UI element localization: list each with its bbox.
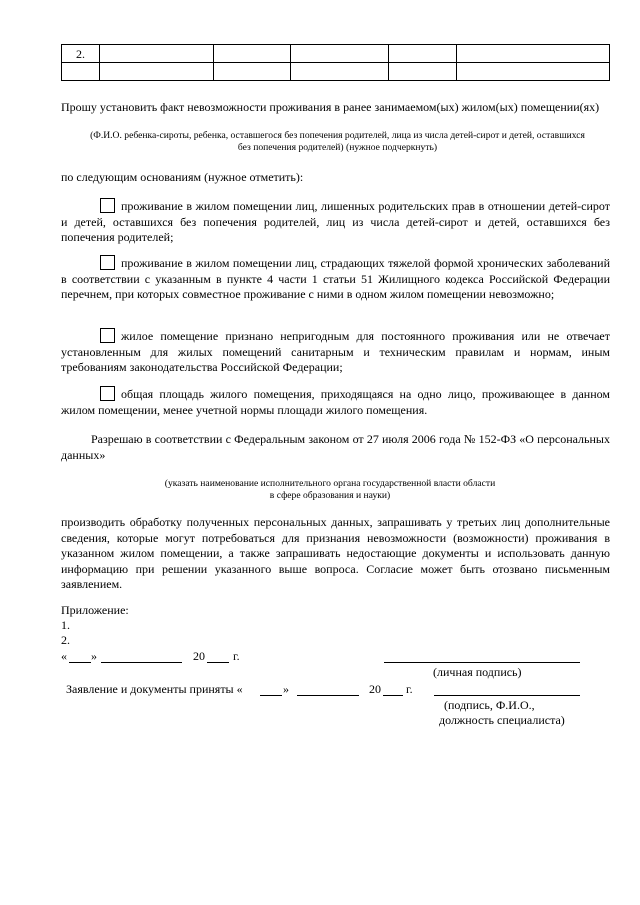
table-cell[interactable] xyxy=(457,63,610,81)
specialist-label-1: (подпись, Ф.И.О., xyxy=(444,698,535,712)
table-cell[interactable] xyxy=(291,63,389,81)
table-cell[interactable] xyxy=(291,45,389,63)
date-month-field[interactable] xyxy=(101,662,182,663)
date-quote-open: « xyxy=(61,649,67,663)
personal-signature-label: (личная подпись) xyxy=(433,665,522,679)
accepted-year-prefix: 20 xyxy=(369,682,381,696)
applicant-table xyxy=(61,44,610,81)
date-day-field[interactable] xyxy=(69,662,91,663)
consent-intro: Разрешаю в соответствии с Федеральным законом от 27 июля 2006 года № 152-ФЗ «О персональных данных» xyxy=(61,432,610,462)
row-number-cell: 2. xyxy=(62,45,100,63)
accepted-year-field[interactable] xyxy=(383,695,403,696)
table-cell[interactable] xyxy=(389,63,457,81)
specialist-signature-field[interactable] xyxy=(434,695,580,696)
authority-hint-1: (указать наименование исполнительного органа государственной власти области xyxy=(164,478,496,489)
authority-hint-2: в сфере образования и науки) xyxy=(269,490,391,501)
date-year-field[interactable] xyxy=(207,662,229,663)
accepted-day-field[interactable] xyxy=(260,695,282,696)
table-cell[interactable] xyxy=(214,63,291,81)
accepted-label: Заявление и документы приняты « xyxy=(66,682,243,696)
table-cell[interactable] xyxy=(100,45,214,63)
consent-body: производить обработку полученных персональных данных, запрашивать у третьих лиц дополнительные сведения, которые могут потребоваться для признания невозможности (возможности) проживания в указанном жилом помещении, а также запрашивать недостающие документы и использовать данную информацию при решении указанного выше вопроса. Согласие может быть отозвано письменным заявлением. xyxy=(61,515,610,591)
personal-signature-field[interactable] xyxy=(384,662,580,663)
accepted-month-field[interactable] xyxy=(297,695,359,696)
table-cell[interactable] xyxy=(389,45,457,63)
date-quote-close: » xyxy=(91,649,97,663)
request-hint: (Ф.И.О. ребенка-сироты, ребенка, оставшегося без попечения родителей, лица из числа детей-сирот и детей, оставшихся без попечения родителей) (нужное подчеркнуть) xyxy=(90,130,585,153)
attachment-item-1: 1. xyxy=(61,618,70,632)
accepted-quote-close: » xyxy=(283,682,289,696)
attachment-item-2: 2. xyxy=(61,633,70,647)
option-text-4: общая площадь жилого помещения, приходящаяся на одно лицо, проживающее в данном жилом помещении, менее учетной нормы площади жилого помещения. xyxy=(61,387,610,417)
option-text-3: жилое помещение признано непригодным для постоянного проживания или не отвечает установленным для жилых помещений санитарным и техническим правилам и нормам, иным требованиям законодательства Российской Федерации; xyxy=(61,329,610,374)
accepted-year-suffix: г. xyxy=(406,682,413,696)
option-text-2: проживание в жилом помещении лиц, страдающих тяжелой формой хронических заболеваний в соответствии с указанным в пункте 4 части 1 статьи 51 Жилищного кодекса Российской Федерации перечнем, при которых совместное проживание с ними в одном жилом помещении невозможно; xyxy=(61,256,610,301)
option-text-1: проживание в жилом помещении лиц, лишенных родительских прав в отношении детей-сирот и детей, оставшихся без попечения родителей, лиц из числа детей-сирот и детей, оставшихся без попечения родителей; xyxy=(61,199,610,244)
table-cell[interactable] xyxy=(62,63,100,81)
table-cell[interactable] xyxy=(100,63,214,81)
table-row xyxy=(62,63,610,81)
date-year-suffix: г. xyxy=(233,649,240,663)
date-year-prefix: 20 xyxy=(193,649,205,663)
attachments-title: Приложение: xyxy=(61,603,129,617)
grounds-intro: по следующим основаниям (нужное отметить): xyxy=(61,170,304,184)
table-cell[interactable] xyxy=(457,45,610,63)
specialist-label-2: должность специалиста) xyxy=(439,713,565,727)
table-row xyxy=(62,45,610,63)
request-text: Прошу установить факт невозможности проживания в ранее занимаемом(ых) жилом(ых) помещении(ях) xyxy=(61,100,600,114)
table-cell[interactable] xyxy=(214,45,291,63)
